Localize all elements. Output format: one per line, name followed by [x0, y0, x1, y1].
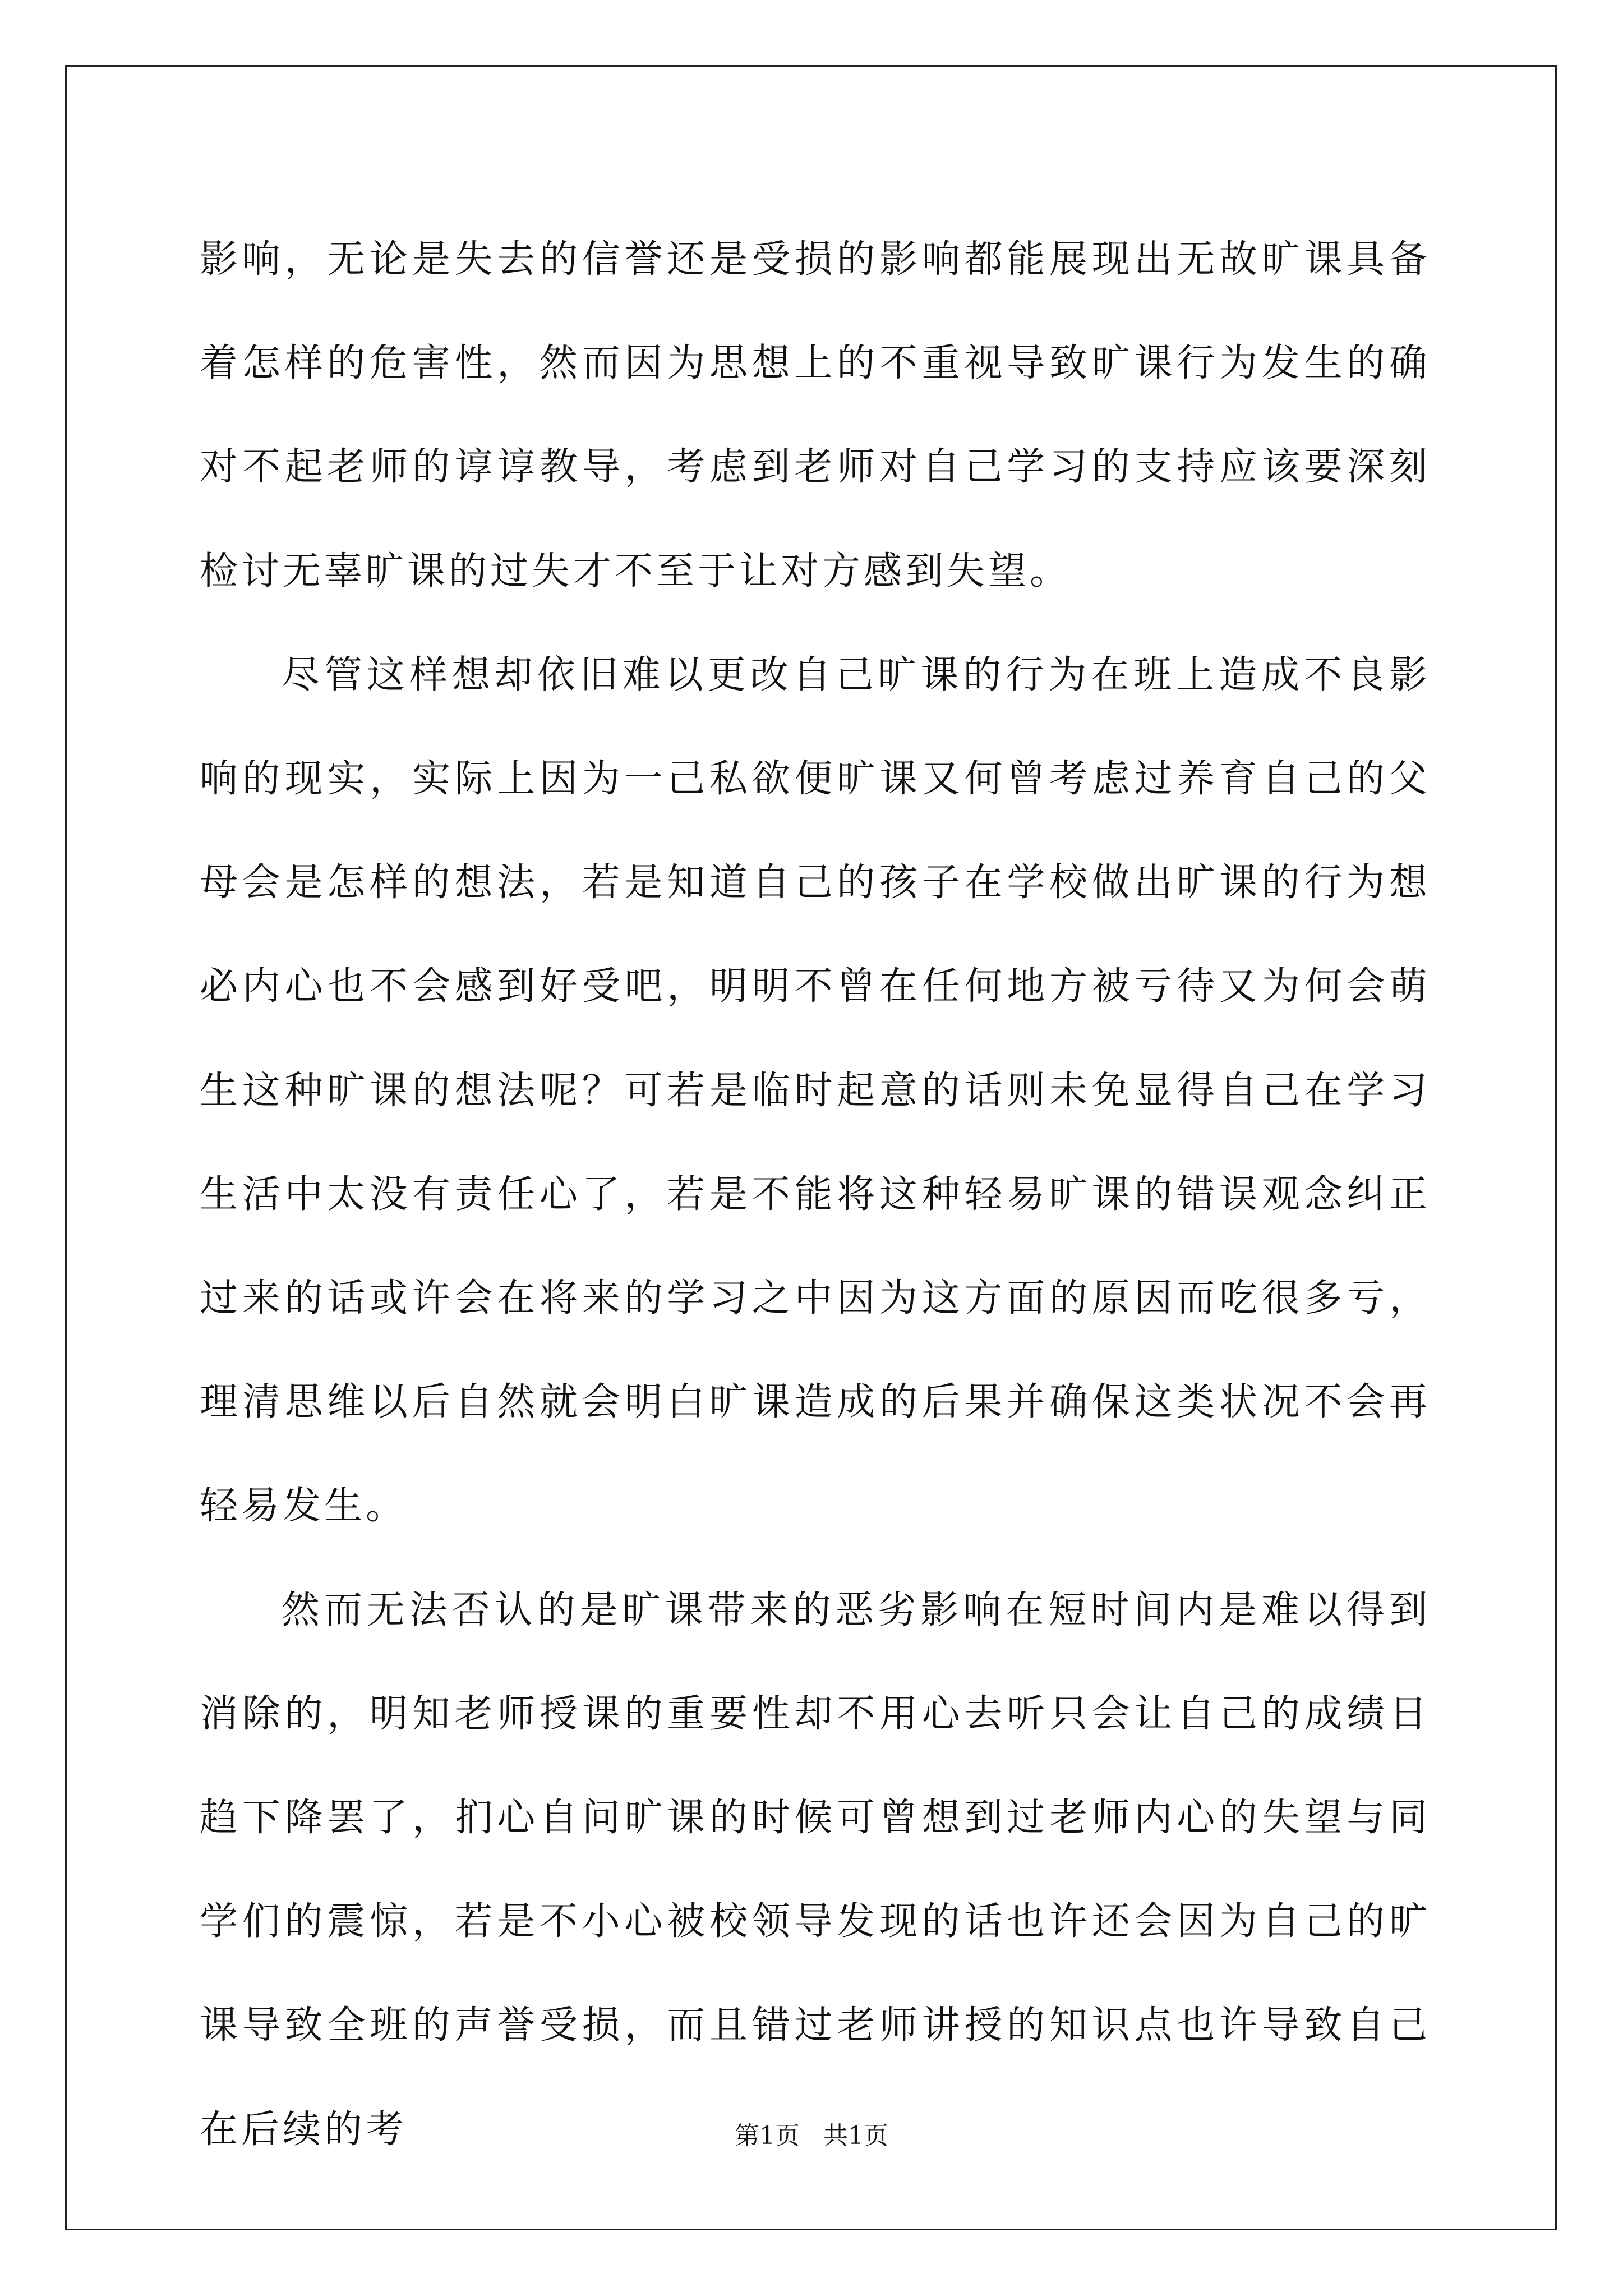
paragraph-3: 然而无法否认的是旷课带来的恶劣影响在短时间内是难以得到消除的，明知老师授课的重要性却不用心去听只会让自己的成绩日趋下降罢了，扪心自问旷课的时候可曾想到过老师内心的失望与同学们的震惊，若是不小心被校领导发现的话也许还会因为自己的旷课导致全班的声誉受损，而且错过老师讲授的知识点也许导致自己在后续的考	[200, 1588, 1431, 2152]
document-body	[200, 208, 1431, 2182]
paragraph-2: 尽管这样想却依旧难以更改自己旷课的行为在班上造成不良影响的现实，实际上因为一己私欲便旷课又何曾考虑过养育自己的父母会是怎样的想法，若是知道自己的孩子在学校做出旷课的行为想必内心也不会感到好受吧，明明不曾在任何地方被亏待又为何会萌生这种旷课的想法呢？可若是临时起意的话则未免显得自己在学习生活中太没有责任心了，若是不能将这种轻易旷课的错误观念纠正过来的话或许会在将来的学习之中因为这方面的原因而吃很多亏，理清思维以后自然就会明白旷课造成的后果并确保这类状况不会再轻易发生。	[200, 652, 1431, 1529]
page-footer: 第1页 共1页	[735, 2122, 888, 2150]
paragraph-1: 影响，无论是失去的信誉还是受损的影响都能展现出无故旷课具备着怎样的危害性，然而因为思想上的不重视导致旷课行为发生的确对不起老师的谆谆教导，考虑到老师对自己学习的支持应该要深刻检讨无辜旷课的过失才不至于让对方感到失望。	[200, 237, 1431, 593]
